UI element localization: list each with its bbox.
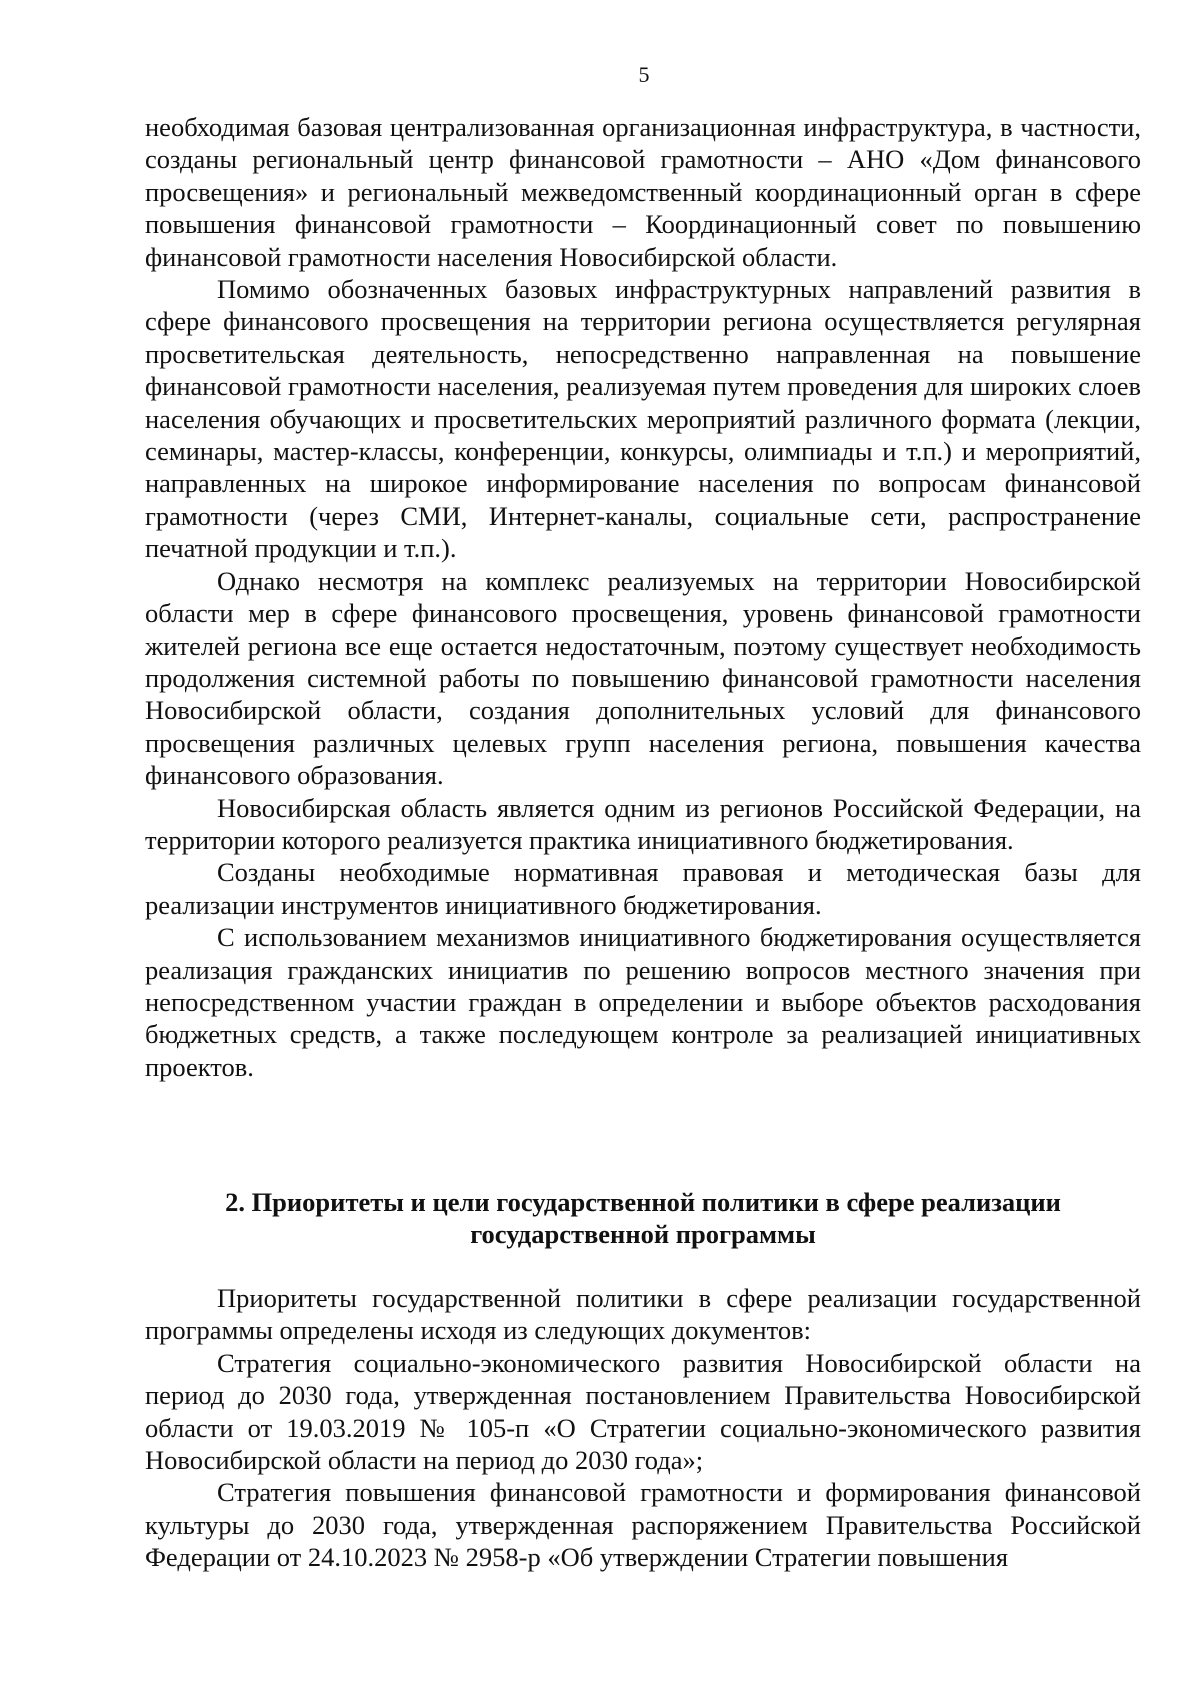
paragraph-citizen-initiatives: С использованием механизмов инициативного бюджетирования осуществляется реализация гражданских инициатив по решению вопросов местного значения при непосредственном участии граждан в определении и выборе объектов расходования бюджетных средств, а также последующем контроле за реализацией инициативных проектов. bbox=[145, 922, 1141, 1082]
paragraph-initiative-budgeting-region: Новосибирская область является одним из регионов Российской Федерации, на территории которого реализуется практика инициативного бюджетирования. bbox=[145, 792, 1141, 855]
paragraph-strategy-financial-literacy: Стратегия повышения финансовой грамотности и формирования финансовой культуры до 2030 года, утвержденная распоряжением Правительства Российской Федерации от 24.10.2023 № 2958-р «Об утверждении Стратегии повышения bbox=[145, 1477, 1141, 1573]
paragraph-strategy-socioeconomic: Стратегия социально-экономического развития Новосибирской области на период до 2030 года, утвержденная постановлением Правительства Новосибирской области от 19.03.2019 № 105-п «О Стратегии социально-экономического развития Новосибирской области на период до 2030 года»; bbox=[145, 1347, 1141, 1476]
paragraph-education-activities: Помимо обозначенных базовых инфраструктурных направлений развития в сфере финансового просвещения на территории региона осуществляется регулярная просветительская деятельность, непосредственно направленная на повышение финансовой грамотности населения, реализуемая путем проведения для широких слоев населения обучающих и просветительских мероприятий различного формата (лекции, семинары, мастер-классы, конференции, конкурсы, олимпиады и т.п.) и мероприятий, направленных на широкое информирование населения по вопросам финансовой грамотности (через СМИ, Интернет-каналы, социальные сети, распространение печатной продукции и т.п.). bbox=[145, 274, 1141, 564]
paragraph-continuation: необходимая базовая централизованная организационная инфраструктура, в частности, созданы региональный центр финансовой грамотности – АНО «Дом финансового просвещения» и региональный межведомственный координационный орган в сфере повышения финансовой грамотности – Координационный совет по повышению финансовой грамотности населения Новосибирской области. bbox=[145, 112, 1141, 272]
paragraph-priorities-intro: Приоритеты государственной политики в сфере реализации государственной программы определены исходя из следующих документов: bbox=[145, 1283, 1141, 1346]
paragraph-regulatory-base: Созданы необходимые нормативная правовая и методическая базы для реализации инструментов инициативного бюджетирования. bbox=[145, 857, 1141, 920]
section-heading-line-2: государственной программы bbox=[470, 1219, 816, 1249]
page-number: 5 bbox=[638, 62, 650, 87]
section-heading-line-1: 2. Приоритеты и цели государственной политики в сфере реализации bbox=[225, 1187, 1061, 1217]
document-body-top bbox=[145, 111, 1141, 1083]
document-body-bottom bbox=[145, 1282, 1141, 1574]
section-heading bbox=[145, 1186, 1141, 1250]
paragraph-insufficient-literacy: Однако несмотря на комплекс реализуемых на территории Новосибирской области мер в сфере финансового просвещения, уровень финансовой грамотности жителей региона все еще остается недостаточным, поэтому существует необходимость продолжения системной работы по повышению финансовой грамотности населения Новосибирской области, создания дополнительных условий для финансового просвещения различных целевых групп населения региона, повышения качества финансового образования. bbox=[145, 565, 1141, 791]
